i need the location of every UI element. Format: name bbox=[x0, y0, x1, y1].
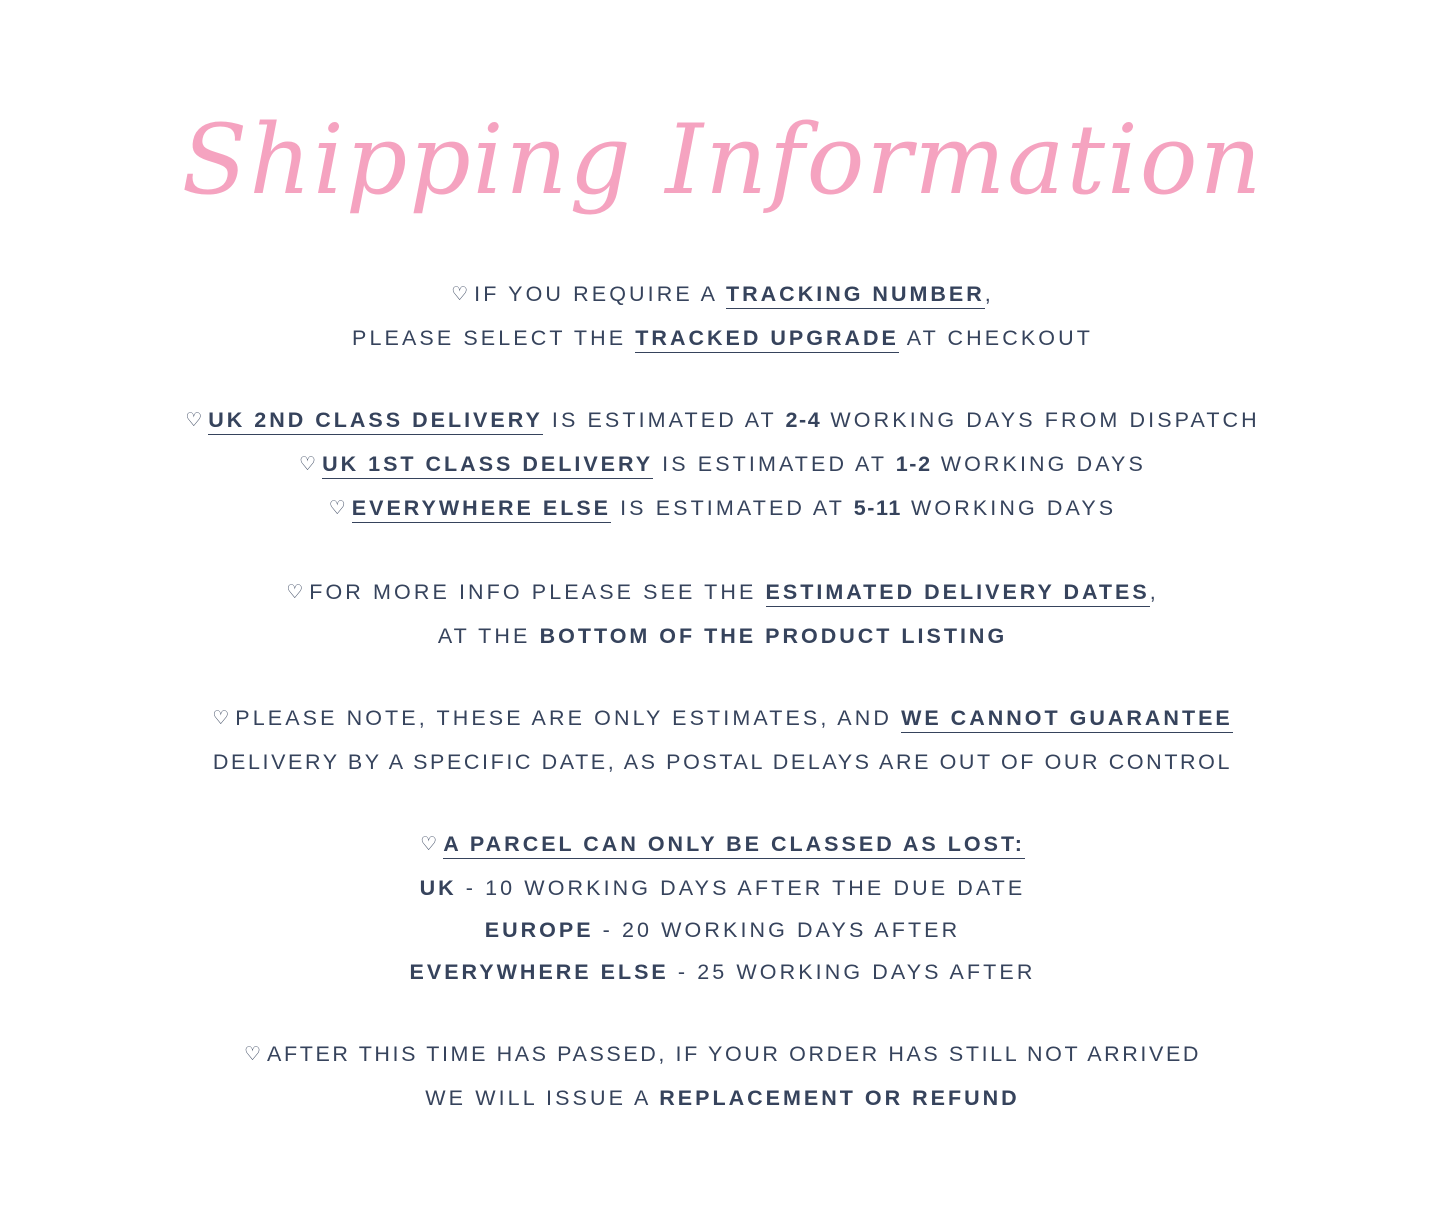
note-line-1 bbox=[40, 697, 1405, 741]
uk-2nd-class-label: UK 2ND CLASS DELIVERY bbox=[208, 408, 543, 435]
everywhere-else-post: WORKING DAYS bbox=[901, 495, 1117, 520]
uk-2nd-class-days: 2-4 bbox=[785, 407, 822, 432]
everywhere-else-mid: IS ESTIMATED AT bbox=[611, 495, 854, 520]
heart-icon: ♡ bbox=[451, 283, 469, 305]
replacement-block bbox=[40, 1033, 1405, 1119]
uk-1st-class-post: WORKING DAYS bbox=[931, 451, 1146, 476]
more-info-line-2 bbox=[40, 615, 1405, 657]
shipping-information-page bbox=[0, 64, 1445, 1220]
estimates-note-block bbox=[40, 697, 1405, 783]
heart-icon: ♡ bbox=[299, 453, 317, 475]
more-info-line-1 bbox=[40, 571, 1405, 615]
replacement-line-2-pre: WE WILL ISSUE A bbox=[425, 1085, 660, 1110]
heart-icon: ♡ bbox=[243, 1043, 262, 1065]
lost-parcel-elsewhere-text: - 25 WORKING DAYS AFTER bbox=[668, 959, 1036, 984]
uk-1st-class-days: 1-2 bbox=[895, 451, 932, 476]
everywhere-else-days: 5-11 bbox=[853, 495, 902, 520]
tracked-upgrade-emphasis: TRACKED UPGRADE bbox=[635, 326, 899, 353]
more-info-line-1-pre: FOR MORE INFO PLEASE SEE THE bbox=[309, 579, 766, 604]
tracking-block bbox=[40, 273, 1405, 359]
lost-parcel-heading-text: A PARCEL CAN ONLY BE CLASSED AS LOST: bbox=[443, 832, 1025, 859]
heart-icon: ♡ bbox=[286, 581, 304, 603]
delivery-estimates-block bbox=[40, 399, 1405, 531]
tracking-number-emphasis: TRACKING NUMBER bbox=[726, 282, 985, 309]
everywhere-else-label: EVERYWHERE ELSE bbox=[352, 496, 611, 523]
lost-parcel-uk-text: - 10 WORKING DAYS AFTER THE DUE DATE bbox=[456, 875, 1026, 900]
replacement-line-2 bbox=[40, 1077, 1405, 1119]
estimate-row-uk-1st bbox=[40, 443, 1405, 487]
lost-parcel-uk bbox=[40, 867, 1405, 909]
heart-icon: ♡ bbox=[420, 833, 438, 855]
cannot-guarantee-emphasis: WE CANNOT GUARANTEE bbox=[901, 706, 1233, 733]
shipping-info-body bbox=[0, 273, 1445, 1119]
uk-2nd-class-post: WORKING DAYS FROM DISPATCH bbox=[821, 407, 1260, 432]
lost-parcel-europe bbox=[40, 909, 1405, 951]
lost-parcel-europe-text: - 20 WORKING DAYS AFTER bbox=[593, 917, 961, 942]
lost-parcel-heading bbox=[40, 823, 1405, 867]
uk-1st-class-mid: IS ESTIMATED AT bbox=[653, 451, 896, 476]
lost-parcel-uk-label: UK bbox=[419, 875, 457, 900]
tracking-line-2 bbox=[40, 317, 1405, 359]
page-title: Shipping Information bbox=[181, 104, 1264, 217]
more-info-line-2-pre: AT THE bbox=[437, 623, 540, 648]
heart-icon: ♡ bbox=[212, 707, 230, 729]
lost-parcel-block bbox=[40, 823, 1405, 993]
heart-icon: ♡ bbox=[328, 497, 346, 519]
estimate-row-everywhere-else bbox=[40, 487, 1405, 531]
lost-parcel-elsewhere-label: EVERYWHERE ELSE bbox=[409, 959, 669, 984]
tracking-line-2-post: AT CHECKOUT bbox=[898, 325, 1093, 350]
uk-1st-class-label: UK 1ST CLASS DELIVERY bbox=[322, 452, 653, 479]
note-line-1-pre: PLEASE NOTE, THESE ARE ONLY ESTIMATES, AND bbox=[235, 705, 902, 730]
tracking-line-1 bbox=[40, 273, 1405, 317]
bottom-of-listing-emphasis: BOTTOM OF THE PRODUCT LISTING bbox=[539, 623, 1008, 648]
replacement-line-1 bbox=[40, 1033, 1405, 1077]
tracking-line-1-post: , bbox=[984, 281, 994, 306]
note-line-2: DELIVERY BY A SPECIFIC DATE, AS POSTAL DELAYS ARE OUT OF OUR CONTROL bbox=[212, 749, 1233, 774]
uk-2nd-class-mid: IS ESTIMATED AT bbox=[542, 407, 786, 432]
heart-icon: ♡ bbox=[185, 409, 203, 431]
replacement-line-1-text: AFTER THIS TIME HAS PASSED, IF YOUR ORDER HAS STILL NOT ARRIVED bbox=[267, 1041, 1202, 1066]
more-info-line-1-post: , bbox=[1149, 579, 1159, 604]
tracking-line-2-pre: PLEASE SELECT THE bbox=[352, 325, 636, 350]
lost-parcel-elsewhere bbox=[40, 951, 1405, 993]
estimated-delivery-dates-emphasis: ESTIMATED DELIVERY DATES bbox=[766, 580, 1150, 607]
more-info-block bbox=[40, 571, 1405, 657]
tracking-line-1-pre: IF YOU REQUIRE A bbox=[474, 281, 726, 306]
replacement-or-refund-emphasis: REPLACEMENT OR REFUND bbox=[659, 1085, 1020, 1110]
estimate-row-uk-2nd bbox=[40, 399, 1405, 443]
lost-parcel-europe-label: EUROPE bbox=[484, 917, 594, 942]
